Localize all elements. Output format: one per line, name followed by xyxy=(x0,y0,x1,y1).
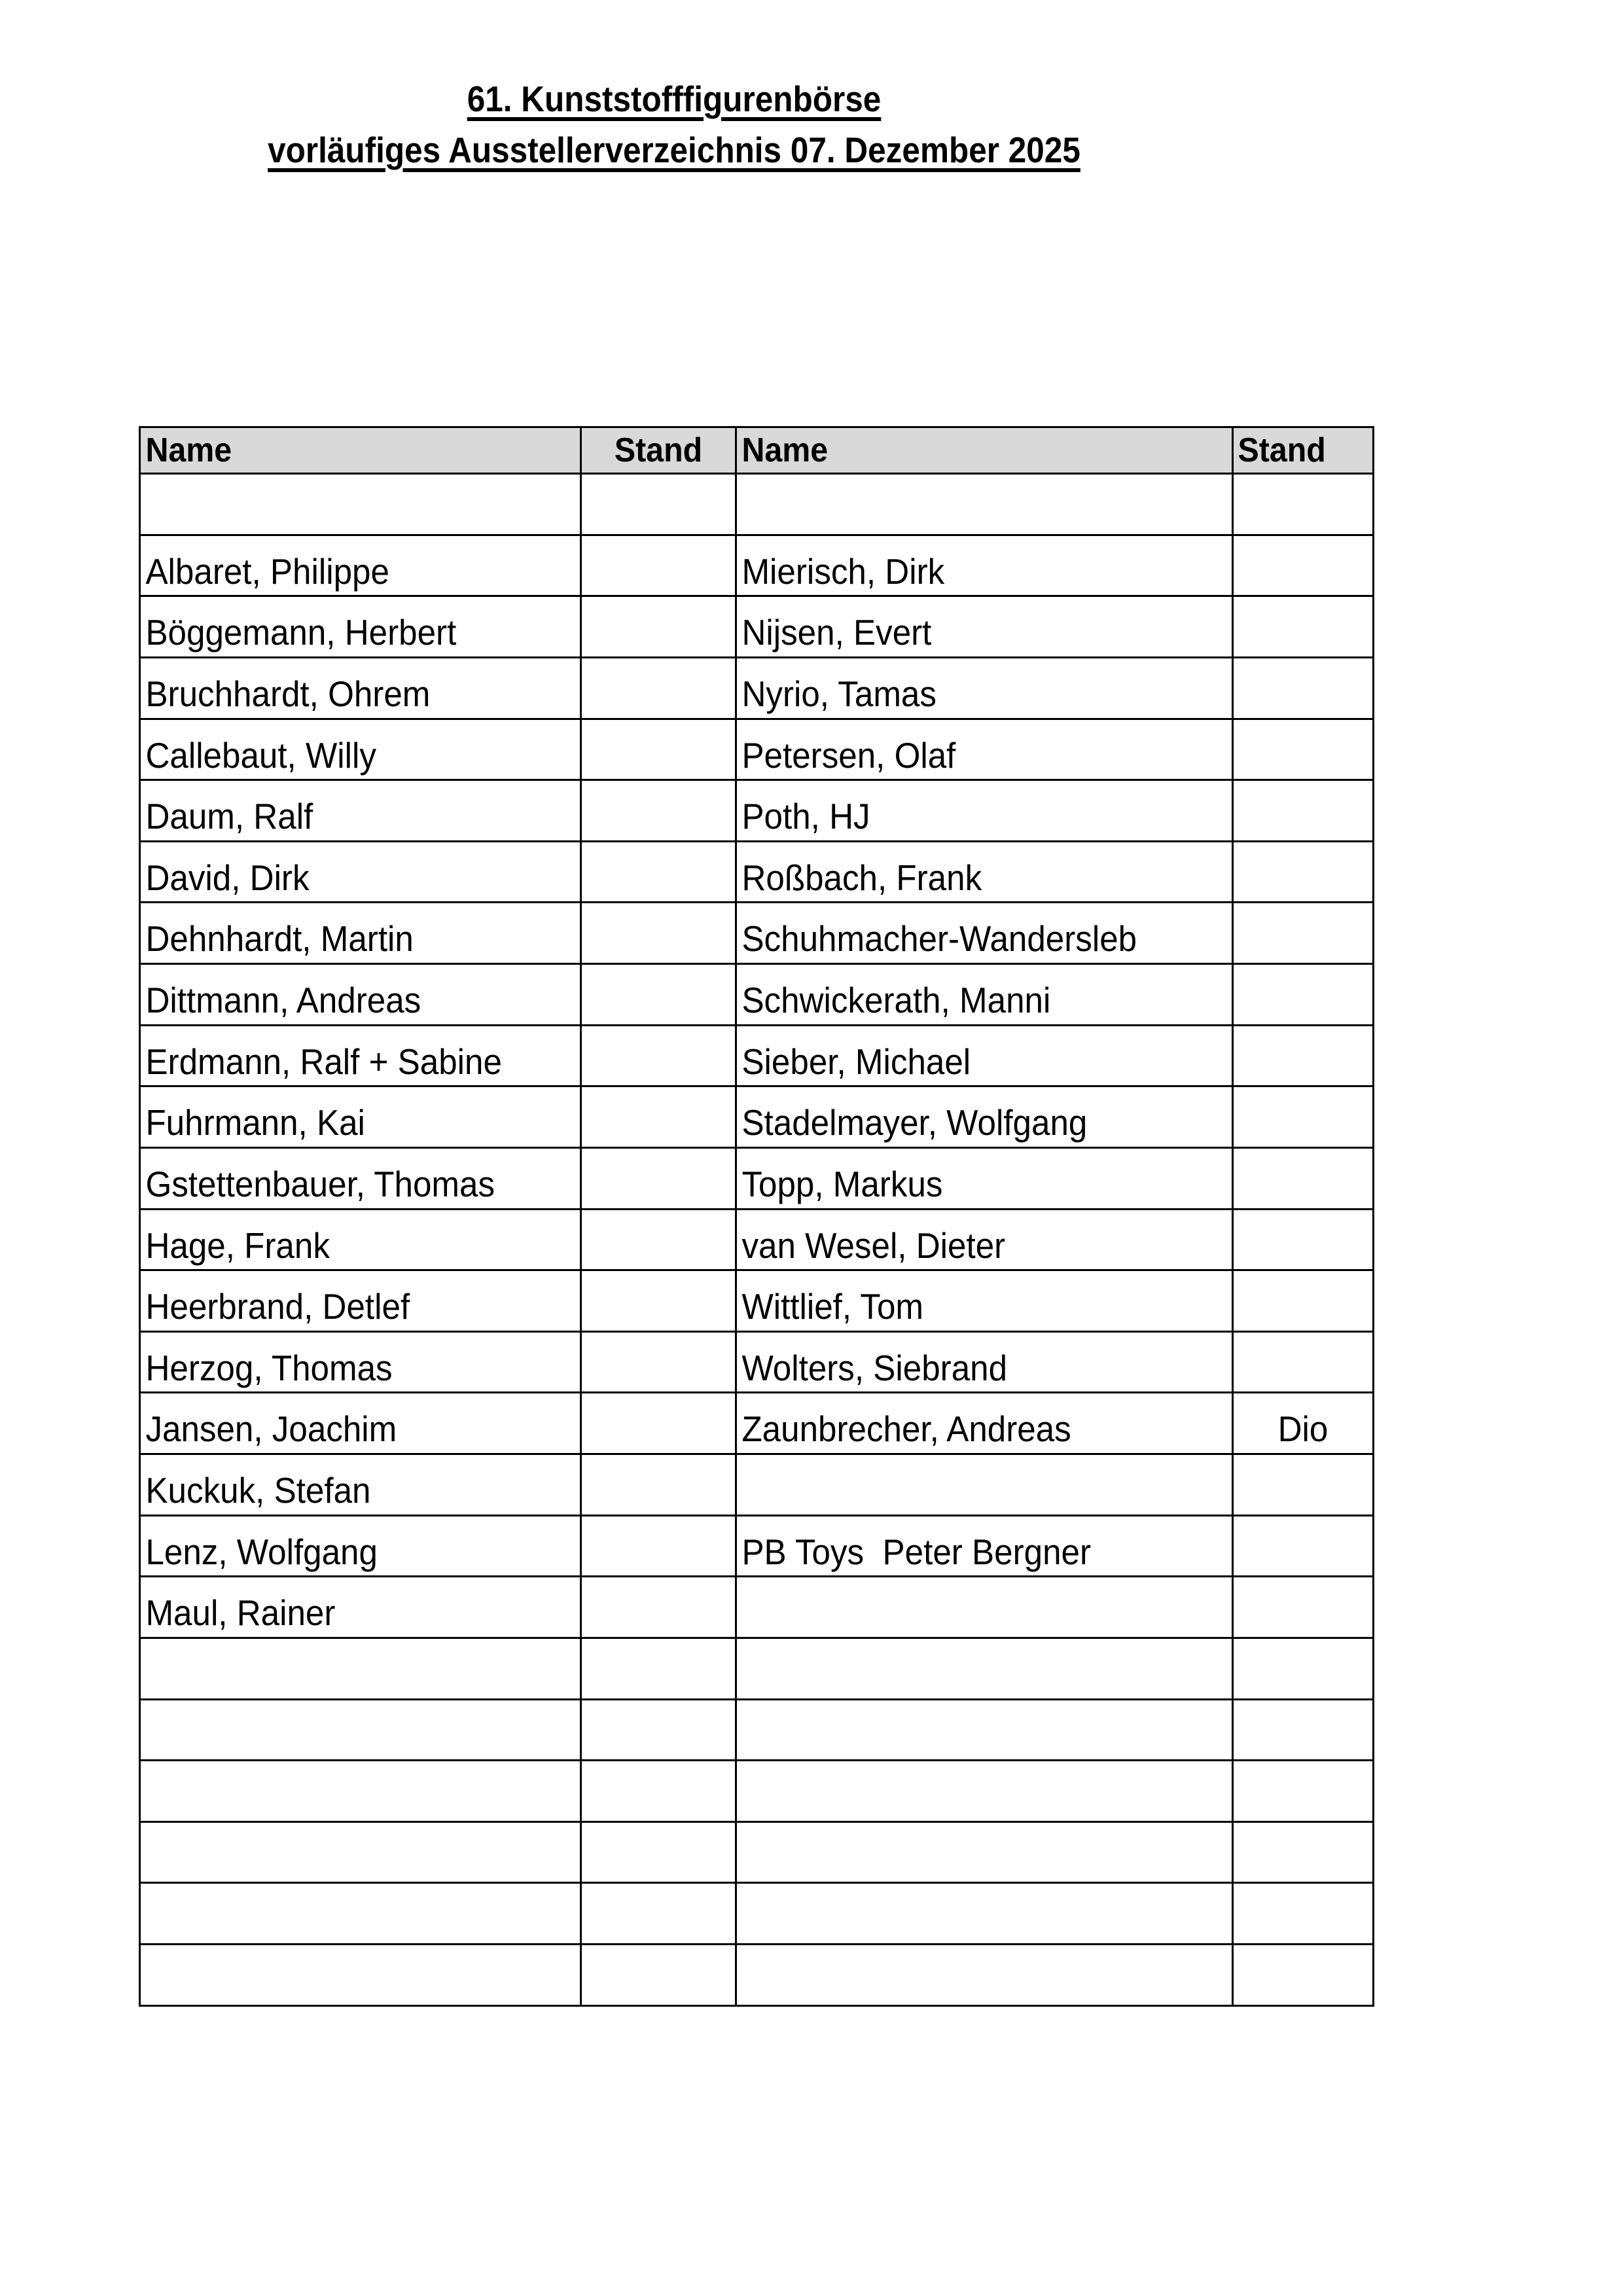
exhibitor-name-cell xyxy=(736,841,1233,903)
table-row xyxy=(140,1515,1374,1577)
stand-value xyxy=(1238,1756,1367,1759)
stand-value xyxy=(587,1327,730,1331)
exhibitor-name-cell xyxy=(736,1454,1233,1516)
stand-value xyxy=(1238,960,1367,963)
stand-value xyxy=(587,653,730,656)
table-row xyxy=(140,1945,1374,2006)
exhibitor-name: Nijsen, Evert xyxy=(741,612,932,653)
stand-value-cell xyxy=(581,1209,736,1270)
exhibitor-name: Poth, HJ xyxy=(741,796,870,837)
table-row xyxy=(140,1393,1374,1454)
exhibitor-name-cell xyxy=(140,1515,581,1577)
stand-value-cell xyxy=(1233,1086,1374,1148)
stand-value-cell xyxy=(1233,657,1374,719)
exhibitor-name xyxy=(141,1695,549,1698)
stand-value-cell xyxy=(1233,1331,1374,1393)
stand-value xyxy=(1238,1266,1367,1269)
exhibitor-name-cell xyxy=(140,1454,581,1516)
table-row xyxy=(140,1761,1374,1822)
exhibitor-name: Mierisch, Dirk xyxy=(741,550,945,592)
exhibitor-name xyxy=(141,531,549,534)
exhibitor-name-cell xyxy=(140,841,581,903)
exhibitor-name: Hage, Frank xyxy=(145,1225,330,1266)
exhibitor-name-cell xyxy=(140,780,581,842)
exhibitor-name-cell xyxy=(736,719,1233,780)
exhibitor-name-cell xyxy=(736,1515,1233,1577)
stand-value xyxy=(587,2001,730,2005)
stand-value-cell xyxy=(1233,1821,1374,1883)
exhibitor-name: Petersen, Olaf xyxy=(741,734,956,776)
stand-value xyxy=(587,1082,730,1085)
stand-value-cell xyxy=(581,964,736,1026)
stand-value-cell xyxy=(1233,1945,1374,2006)
exhibitor-name: Schwickerath, Manni xyxy=(741,980,1051,1021)
stand-value-cell xyxy=(581,657,736,719)
stand-value-cell xyxy=(1233,596,1374,658)
stand-value xyxy=(1238,1143,1367,1147)
stand-value xyxy=(1238,1940,1367,1943)
stand-value xyxy=(587,1818,730,1821)
exhibitor-name-cell xyxy=(140,474,581,535)
exhibitor-name-cell xyxy=(140,1331,581,1393)
exhibitor-name xyxy=(737,1878,1197,1882)
header-stand-left-label: Stand xyxy=(614,431,703,469)
table-row xyxy=(140,780,1374,842)
stand-value-cell xyxy=(1233,1761,1374,1822)
stand-value xyxy=(587,1205,730,1208)
table-row xyxy=(140,596,1374,658)
stand-value-cell xyxy=(1233,964,1374,1026)
stand-value xyxy=(587,592,730,595)
exhibitor-name: Daum, Ralf xyxy=(145,796,313,837)
title-line-2: vorläufiges Ausstellerverzeichnis 07. Dezember 2025 xyxy=(268,130,1080,170)
table-row xyxy=(140,1331,1374,1393)
table-row xyxy=(140,1147,1374,1209)
stand-value-cell xyxy=(581,596,736,658)
stand-value xyxy=(587,1572,730,1575)
stand-value-cell xyxy=(1233,1515,1374,1577)
stand-value-cell xyxy=(581,1393,736,1454)
exhibitor-name: Sieber, Michael xyxy=(741,1041,971,1082)
exhibitor-name: Erdmann, Ralf + Sabine xyxy=(145,1041,502,1082)
exhibitor-name-cell xyxy=(736,1025,1233,1086)
stand-value xyxy=(1238,1021,1367,1024)
stand-value-cell xyxy=(1233,1638,1374,1699)
exhibitor-name-cell xyxy=(736,1270,1233,1332)
table-row xyxy=(140,964,1374,1026)
stand-value xyxy=(587,1695,730,1698)
exhibitor-name-cell xyxy=(736,596,1233,658)
stand-value-cell xyxy=(581,474,736,535)
exhibitor-name-cell xyxy=(736,1331,1233,1393)
exhibitor-name: Roßbach, Frank xyxy=(741,857,982,898)
stand-value-cell xyxy=(1233,903,1374,964)
stand-value xyxy=(1238,1205,1367,1208)
exhibitor-name-cell xyxy=(140,964,581,1026)
stand-value xyxy=(587,837,730,840)
stand-value xyxy=(1238,1878,1367,1882)
exhibitor-name: van Wesel, Dieter xyxy=(741,1225,1006,1266)
header-name-left xyxy=(140,427,581,474)
stand-value xyxy=(587,898,730,901)
exhibitor-name xyxy=(141,1818,549,1821)
stand-value xyxy=(1238,1634,1367,1637)
table-header-row xyxy=(140,427,1374,474)
stand-value xyxy=(1238,1327,1367,1331)
stand-value xyxy=(1238,531,1367,534)
exhibitor-name-cell xyxy=(736,780,1233,842)
table-row xyxy=(140,535,1374,596)
stand-value-cell xyxy=(1233,780,1374,842)
stand-value xyxy=(587,1878,730,1882)
stand-value xyxy=(1238,653,1367,656)
title-line-1: 61. Kunststofffigurenbörse xyxy=(467,79,882,119)
exhibitor-name: Callebaut, Willy xyxy=(145,734,376,776)
table-row xyxy=(140,1025,1374,1086)
exhibitor-name-cell xyxy=(140,1147,581,1209)
table-row xyxy=(140,474,1374,535)
stand-value-cell xyxy=(1233,1147,1374,1209)
stand-value-cell xyxy=(581,1821,736,1883)
stand-value xyxy=(587,1940,730,1943)
table-row xyxy=(140,841,1374,903)
exhibitor-name: Stadelmayer, Wolfgang xyxy=(741,1102,1088,1143)
stand-value xyxy=(1238,1082,1367,1085)
stand-value-cell xyxy=(1233,1699,1374,1761)
stand-value-cell xyxy=(1233,719,1374,780)
document-title xyxy=(0,73,1348,175)
exhibitor-name xyxy=(141,1878,549,1882)
exhibitor-name-cell xyxy=(736,1393,1233,1454)
exhibitor-name-cell xyxy=(736,1577,1233,1638)
stand-value-cell xyxy=(581,1638,736,1699)
exhibitor-name-cell xyxy=(736,474,1233,535)
stand-value-cell xyxy=(1233,1209,1374,1270)
header-stand-right xyxy=(1233,427,1374,474)
exhibitor-name xyxy=(737,531,1197,534)
stand-value-cell xyxy=(1233,1577,1374,1638)
stand-value-cell xyxy=(1233,1454,1374,1516)
header-name-left-label: Name xyxy=(145,431,232,469)
exhibitor-name: Herzog, Thomas xyxy=(145,1347,393,1388)
table-row xyxy=(140,1577,1374,1638)
exhibitor-name: PB Toys Peter Bergner xyxy=(741,1531,1091,1572)
stand-value-cell xyxy=(581,1147,736,1209)
table-row xyxy=(140,1454,1374,1516)
exhibitor-name xyxy=(737,1818,1197,1821)
exhibitor-name: Schuhmacher-Wandersleb xyxy=(741,918,1137,960)
exhibitor-name: Wolters, Siebrand xyxy=(741,1347,1008,1388)
stand-value xyxy=(1238,1572,1367,1575)
stand-value xyxy=(587,1143,730,1147)
exhibitor-name xyxy=(141,2001,549,2005)
exhibitor-name-cell xyxy=(736,1147,1233,1209)
stand-value xyxy=(587,1450,730,1453)
exhibitor-name-cell xyxy=(140,719,581,780)
stand-value xyxy=(1238,715,1367,718)
stand-value-cell xyxy=(1233,841,1374,903)
table-row xyxy=(140,1638,1374,1699)
exhibitor-name xyxy=(737,1940,1197,1943)
stand-value-cell xyxy=(581,1945,736,2006)
stand-value xyxy=(1238,1695,1367,1698)
stand-value xyxy=(587,531,730,534)
stand-value-cell xyxy=(581,1883,736,1945)
exhibitor-name: Bruchhardt, Ohrem xyxy=(145,673,431,714)
header-name-right xyxy=(736,427,1233,474)
exhibitor-name: Heerbrand, Detlef xyxy=(145,1286,410,1327)
exhibitor-name-cell xyxy=(736,1945,1233,2006)
stand-value-cell xyxy=(581,780,736,842)
exhibitor-name-cell xyxy=(736,1638,1233,1699)
table-row xyxy=(140,903,1374,964)
stand-value xyxy=(1238,1818,1367,1821)
exhibitor-name-cell xyxy=(736,1699,1233,1761)
stand-value xyxy=(587,960,730,963)
stand-value: Dio xyxy=(1277,1408,1329,1450)
stand-value xyxy=(1238,837,1367,840)
exhibitor-name-cell xyxy=(736,1761,1233,1822)
exhibitor-name: Albaret, Philippe xyxy=(145,550,389,592)
table-row xyxy=(140,1209,1374,1270)
exhibitor-table-body xyxy=(140,474,1374,2006)
exhibitor-name-cell xyxy=(736,1086,1233,1148)
exhibitor-name-cell xyxy=(140,596,581,658)
stand-value-cell xyxy=(581,1699,736,1761)
table-row xyxy=(140,1086,1374,1148)
stand-value-cell xyxy=(581,719,736,780)
stand-value-cell xyxy=(1233,1883,1374,1945)
header-stand-left xyxy=(581,427,736,474)
exhibitor-name: Lenz, Wolfgang xyxy=(145,1531,378,1572)
stand-value xyxy=(587,1266,730,1269)
stand-value-cell xyxy=(1233,1025,1374,1086)
exhibitor-name xyxy=(737,1695,1197,1698)
stand-value-cell xyxy=(581,903,736,964)
stand-value xyxy=(1238,898,1367,901)
exhibitor-name xyxy=(737,1511,1197,1515)
exhibitor-name: Kuckuk, Stefan xyxy=(145,1470,371,1511)
header-name-right-label: Name xyxy=(741,431,829,469)
table-row xyxy=(140,719,1374,780)
exhibitor-name-cell xyxy=(736,903,1233,964)
stand-value xyxy=(587,1756,730,1759)
exhibitor-name xyxy=(141,1756,549,1759)
exhibitor-name: Böggemann, Herbert xyxy=(145,612,457,653)
stand-value-cell xyxy=(1233,535,1374,596)
exhibitor-name-cell xyxy=(140,1025,581,1086)
exhibitor-name-cell xyxy=(736,1883,1233,1945)
table-row xyxy=(140,657,1374,719)
exhibitor-name xyxy=(737,2001,1197,2005)
exhibitor-name-cell xyxy=(736,964,1233,1026)
exhibitor-name: Nyrio, Tamas xyxy=(741,673,936,714)
stand-value-cell xyxy=(581,841,736,903)
exhibitor-name-cell xyxy=(140,1393,581,1454)
exhibitor-name: Wittlief, Tom xyxy=(741,1286,924,1327)
table-row xyxy=(140,1821,1374,1883)
exhibitor-name-cell xyxy=(140,1270,581,1332)
stand-value xyxy=(1238,1388,1367,1391)
exhibitor-name: Dittmann, Andreas xyxy=(145,980,421,1021)
exhibitor-name-cell xyxy=(140,1699,581,1761)
stand-value-cell xyxy=(581,1331,736,1393)
stand-value xyxy=(587,776,730,779)
exhibitor-name: Jansen, Joachim xyxy=(145,1408,397,1450)
exhibitor-name xyxy=(141,1940,549,1943)
stand-value-cell xyxy=(581,1270,736,1332)
stand-value-cell xyxy=(581,1025,736,1086)
exhibitor-name-cell xyxy=(736,657,1233,719)
exhibitor-name: Gstettenbauer, Thomas xyxy=(145,1163,495,1204)
stand-value-cell xyxy=(1233,1270,1374,1332)
stand-value xyxy=(587,1021,730,1024)
stand-value-cell xyxy=(581,1577,736,1638)
stand-value-cell xyxy=(1233,1393,1374,1454)
exhibitor-name: Fuhrmann, Kai xyxy=(145,1102,365,1143)
stand-value xyxy=(587,715,730,718)
table-row xyxy=(140,1270,1374,1332)
stand-value xyxy=(587,1388,730,1391)
stand-value xyxy=(1238,776,1367,779)
exhibitor-name-cell xyxy=(736,1821,1233,1883)
stand-value xyxy=(587,1634,730,1637)
stand-value-cell xyxy=(581,1454,736,1516)
exhibitor-name: Maul, Rainer xyxy=(145,1592,336,1634)
exhibitor-name-cell xyxy=(140,1761,581,1822)
stand-value-cell xyxy=(1233,474,1374,535)
stand-value xyxy=(1238,1511,1367,1515)
exhibitor-name-cell xyxy=(140,1821,581,1883)
exhibitor-name-cell xyxy=(736,535,1233,596)
exhibitor-name-cell xyxy=(140,1086,581,1148)
stand-value xyxy=(1238,592,1367,595)
exhibitor-name: Zaunbrecher, Andreas xyxy=(741,1408,1071,1450)
exhibitor-name xyxy=(737,1756,1197,1759)
table-row xyxy=(140,1699,1374,1761)
exhibitor-name-cell xyxy=(736,1209,1233,1270)
stand-value-cell xyxy=(581,535,736,596)
stand-value-cell xyxy=(581,1761,736,1822)
exhibitor-name: Dehnhardt, Martin xyxy=(145,918,414,960)
exhibitor-name: Topp, Markus xyxy=(741,1163,943,1204)
exhibitor-name-cell xyxy=(140,1945,581,2006)
exhibitor-name-cell xyxy=(140,1577,581,1638)
exhibitor-name-cell xyxy=(140,903,581,964)
exhibitor-name-cell xyxy=(140,535,581,596)
exhibitor-name-cell xyxy=(140,1638,581,1699)
stand-value-cell xyxy=(581,1515,736,1577)
exhibitor-table xyxy=(139,426,1374,2007)
exhibitor-name-cell xyxy=(140,1209,581,1270)
table-row xyxy=(140,1883,1374,1945)
stand-value xyxy=(587,1511,730,1515)
exhibitor-name xyxy=(737,1634,1197,1637)
exhibitor-name: David, Dirk xyxy=(145,857,310,898)
stand-value xyxy=(1238,2001,1367,2005)
stand-value-cell xyxy=(581,1086,736,1148)
exhibitor-name-cell xyxy=(140,657,581,719)
exhibitor-name-cell xyxy=(140,1883,581,1945)
header-stand-right-label: Stand xyxy=(1238,431,1326,469)
